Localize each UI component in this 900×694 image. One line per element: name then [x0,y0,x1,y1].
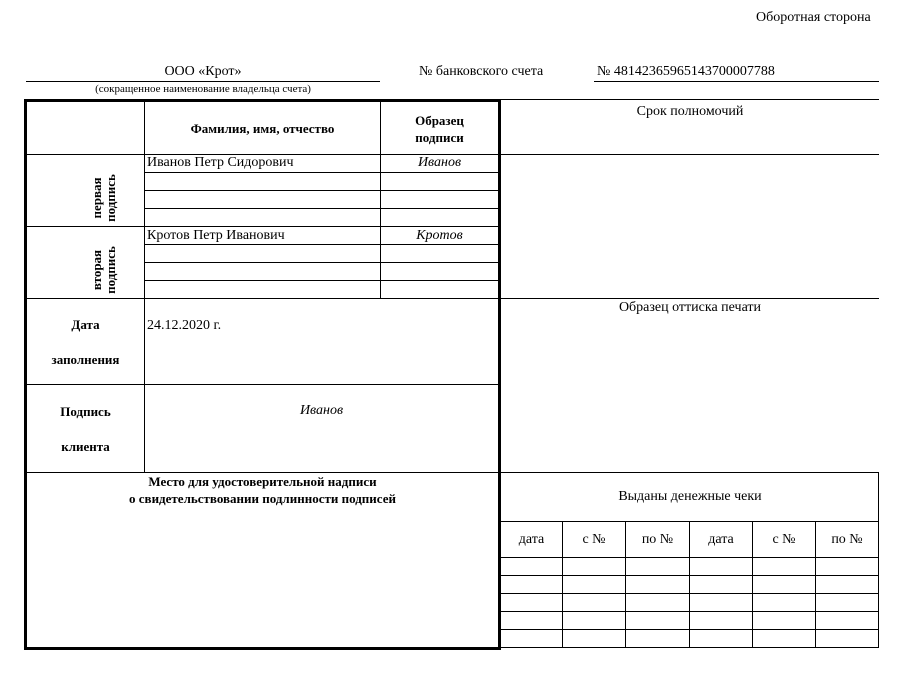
checks-row-line-2 [501,575,879,576]
client-sign-value: Иванов [299,403,344,418]
checks-header-to-2: по № [831,532,863,547]
notary-caption-line1: Место для удостоверительной надписи [148,474,377,489]
checks-header-date-1: дата [518,532,545,547]
checks-row-line-4 [501,611,879,612]
stamp-label: Образец оттиска печати [618,300,762,315]
table-right-border [498,99,501,650]
table-top-border [24,99,501,102]
client-sign-label-line1: Подпись [60,404,111,419]
term-bottom-line [501,154,879,155]
sample-header-line1: Образец [415,113,464,128]
second-signer-sample: Кротов [416,228,463,243]
date-label-line2: заполнения [51,352,120,367]
table-left-border [24,99,27,650]
date-row-line [27,384,498,385]
checks-row-line-3 [501,593,879,594]
checks-top-line [501,472,879,473]
first-row-line-1 [145,172,498,173]
checks-title: Выданы денежные чеки [618,489,762,504]
checks-row-line-1 [501,557,879,558]
date-label-line1: Дата [71,317,100,332]
owner-caption: (сокращенное наименование владельца счета) [95,83,311,95]
second-sign-label-line1: вторая [89,249,104,291]
checks-row-line-5 [501,629,879,630]
checks-bottom-line [501,647,879,648]
first-sign-label [90,163,120,233]
second-sign-label-line2: подпись [103,246,118,294]
owner-underline [26,81,380,82]
account-underline [594,81,879,82]
sample-header-line2: подписи [415,130,464,145]
account-label: № банковского счета [419,64,544,79]
date-value: 24.12.2020 г. [147,318,222,333]
term-label: Срок полномочий [636,104,744,119]
stamp-top-line [501,298,879,299]
second-signer-name: Кротов Петр Иванович [147,228,285,243]
checks-header-line [501,521,879,522]
client-row-line [27,472,498,473]
checks-header-from-2: с № [772,532,796,547]
checks-header-from-1: с № [582,532,606,547]
notary-caption-line2: о свидетельствовании подлинности подписей [129,491,396,506]
second-row-line-1 [145,244,498,245]
page-side-label: Оборотная сторона [756,10,871,25]
table-bottom-border [24,647,501,650]
second-sign-label [90,235,120,305]
first-row-line-3 [145,208,498,209]
checks-header-to-1: по № [641,532,674,547]
checks-header-date-2: дата [708,532,734,547]
owner-name: ООО «Крот» [164,64,242,79]
account-number: № 48142365965143700007788 [597,64,775,79]
first-row-line-2 [145,190,498,191]
first-sign-label-line2: подпись [103,174,118,222]
second-row-line-3 [145,280,498,281]
fio-header: Фамилия, имя, отчество [190,121,335,136]
first-signer-sample: Иванов [417,155,462,170]
second-row-line-2 [145,262,498,263]
client-sign-label-line2: клиента [61,439,110,454]
right-top-line [501,99,879,100]
first-signer-name: Иванов Петр Сидорович [147,155,294,170]
first-sign-label-line1: первая [89,177,104,219]
